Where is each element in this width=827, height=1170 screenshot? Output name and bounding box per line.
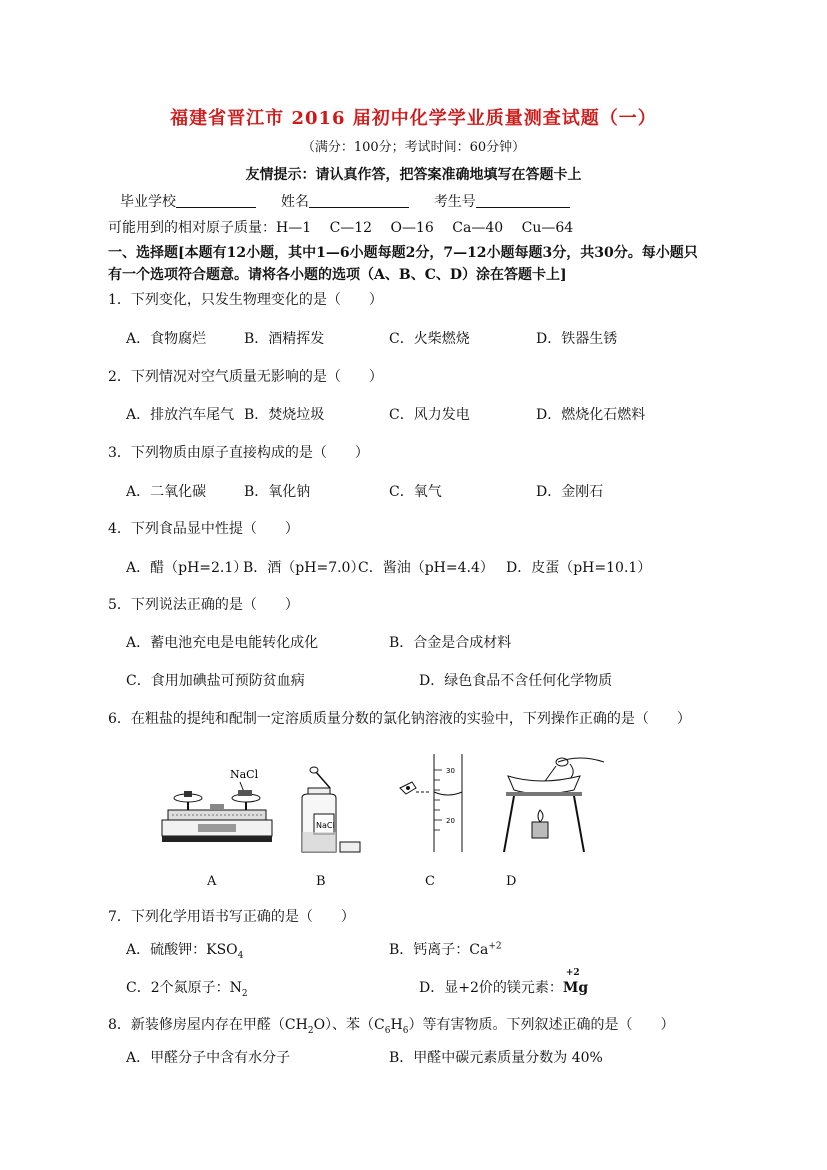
question-1-option-a: A．食物腐烂 [126, 331, 207, 347]
question-8-stem-part3: H [390, 1017, 403, 1033]
bottle-label: NaCl [316, 821, 335, 830]
question-5-option-c: C．食用加碘盐可预防贫血病 [126, 673, 305, 689]
question-3-option-c: C．氧气 [389, 484, 442, 500]
question-8-stem-part2: O）、苯（C [313, 1017, 385, 1033]
question-8-option-a: A．甲醛分子中含有水分子 [126, 1050, 291, 1066]
question-7-option-a [126, 939, 243, 961]
question-7-stem: 7．下列化学用语书写正确的是（ ） [108, 909, 355, 925]
question-6-stem: 6．在粗盐的提纯和配制一定溶质质量分数的氯化钠溶液的实验中，下列操作正确的是（ ） [108, 711, 691, 727]
question-2-option-b: B．焚烧垃圾 [244, 407, 325, 423]
exam-no-blank[interactable] [476, 193, 570, 208]
question-7-option-b [389, 939, 502, 959]
question-2-option-d: D．燃烧化石燃料 [536, 407, 646, 423]
name-label: 姓名 [280, 194, 309, 210]
evaporation-figure [500, 752, 610, 856]
balance-figure [158, 752, 278, 856]
question-8-sub-3: 6 [402, 1025, 409, 1036]
figure-label-d: D [506, 874, 517, 889]
magnesium-charge: +2 [565, 968, 580, 978]
friendly-tip: 友情提示：请认真作答，把答案准确地填写在答题卡上 [245, 167, 582, 183]
question-7-option-c-text: C．2个氮原子：N [126, 980, 242, 996]
question-4-option-a: A．醋（pH=2.1） [126, 560, 248, 576]
question-3-option-a: A．二氧化碳 [126, 484, 207, 500]
exam-info: （满分：100分；考试时间：60分钟） [301, 140, 526, 155]
question-8-sub-1: 2 [307, 1025, 314, 1036]
question-7-option-d-text: D．显+2价的镁元素： [419, 980, 563, 996]
magnesium-symbol: Mg [562, 980, 589, 996]
figure-label-b: B [316, 874, 326, 889]
question-4-stem: 4．下列食品显中性提（ ） [108, 521, 299, 537]
reagent-bottle-figure [294, 752, 364, 856]
question-5-option-b: B．合金是合成材料 [389, 635, 512, 651]
question-5-option-a: A．蓄电池充电是电能转化成化 [126, 635, 319, 651]
cylinder-figure [396, 752, 476, 856]
question-7-option-b-text: B．钙离子：Ca [389, 942, 489, 958]
exam-no-label: 考生号 [433, 194, 476, 210]
question-7-option-b-sup: +2 [488, 941, 502, 952]
question-7-option-c [126, 977, 248, 999]
question-3-stem: 3．下列物质由原子直接构成的是（ ） [108, 445, 369, 461]
question-5-option-d: D．绿色食品不含任何化学物质 [419, 673, 613, 689]
name-blank[interactable] [309, 193, 409, 208]
question-1-stem: 1．下列变化，只发生物理变化的是（ ） [108, 292, 383, 308]
school-blank[interactable] [176, 193, 256, 208]
question-5-stem: 5．下列说法正确的是（ ） [108, 597, 299, 613]
question-4-option-d: D．皮蛋（pH=10.1） [506, 560, 652, 576]
question-3-option-d: D．金刚石 [536, 484, 604, 500]
page-title: 福建省晋江市 2016 届初中化学学业质量测查试题（一） [170, 108, 657, 129]
question-4-option-b: B．酒（pH=7.0） [243, 560, 365, 576]
balance-nacl-label: NaCl [230, 768, 259, 781]
question-8-stem [108, 1014, 674, 1036]
cylinder-tick-20: 20 [446, 817, 455, 825]
question-7-option-c-sub: 2 [241, 988, 248, 999]
question-8-option-b: B．甲醛中碳元素质量分数为 40% [389, 1050, 603, 1066]
question-7-option-a-text: A．硫酸钾：KSO [126, 942, 238, 958]
figure-label-c: C [425, 874, 435, 889]
question-2-option-a: A．排放汽车尾气 [126, 407, 235, 423]
question-1-option-d: D．铁器生锈 [536, 331, 618, 347]
cylinder-tick-30: 30 [446, 767, 455, 775]
question-8-sub-2: 6 [384, 1025, 391, 1036]
question-1-option-c: C．火柴燃烧 [389, 331, 470, 347]
question-8-stem-part1: 8．新装修房屋内存在甲醛（CH [108, 1017, 308, 1033]
section-heading-line1: 一、选择题[本题有12小题，其中1—6小题每题2分，7—12小题每题3分，共30分。每小题只 [108, 245, 698, 261]
student-info-row [120, 191, 570, 211]
question-7-option-a-sub: 4 [237, 950, 244, 961]
question-3-option-b: B．氧化钠 [244, 484, 311, 500]
question-1-option-b: B．酒精挥发 [244, 331, 325, 347]
question-7-option-d [419, 968, 589, 997]
section-heading-line2: 有一个选项符合题意。请将各小题的选项（A、B、C、D）涂在答题卡上] [108, 267, 567, 283]
question-2-option-c: C．风力发电 [389, 407, 470, 423]
figure-label-a: A [207, 874, 217, 889]
question-4-option-c: C．酱油（pH=4.4） [358, 560, 494, 576]
school-label: 毕业学校 [120, 194, 176, 210]
question-8-stem-part4: ）等有害物质。下列叙述正确的是（ ） [408, 1017, 675, 1033]
magnesium-valence [562, 968, 589, 996]
question-2-stem: 2．下列情况对空气质量无影响的是（ ） [108, 369, 383, 385]
atomic-mass-line: 可能用到的相对原子质量：H—1 C—12 O—16 Ca—40 Cu—64 [108, 220, 574, 236]
